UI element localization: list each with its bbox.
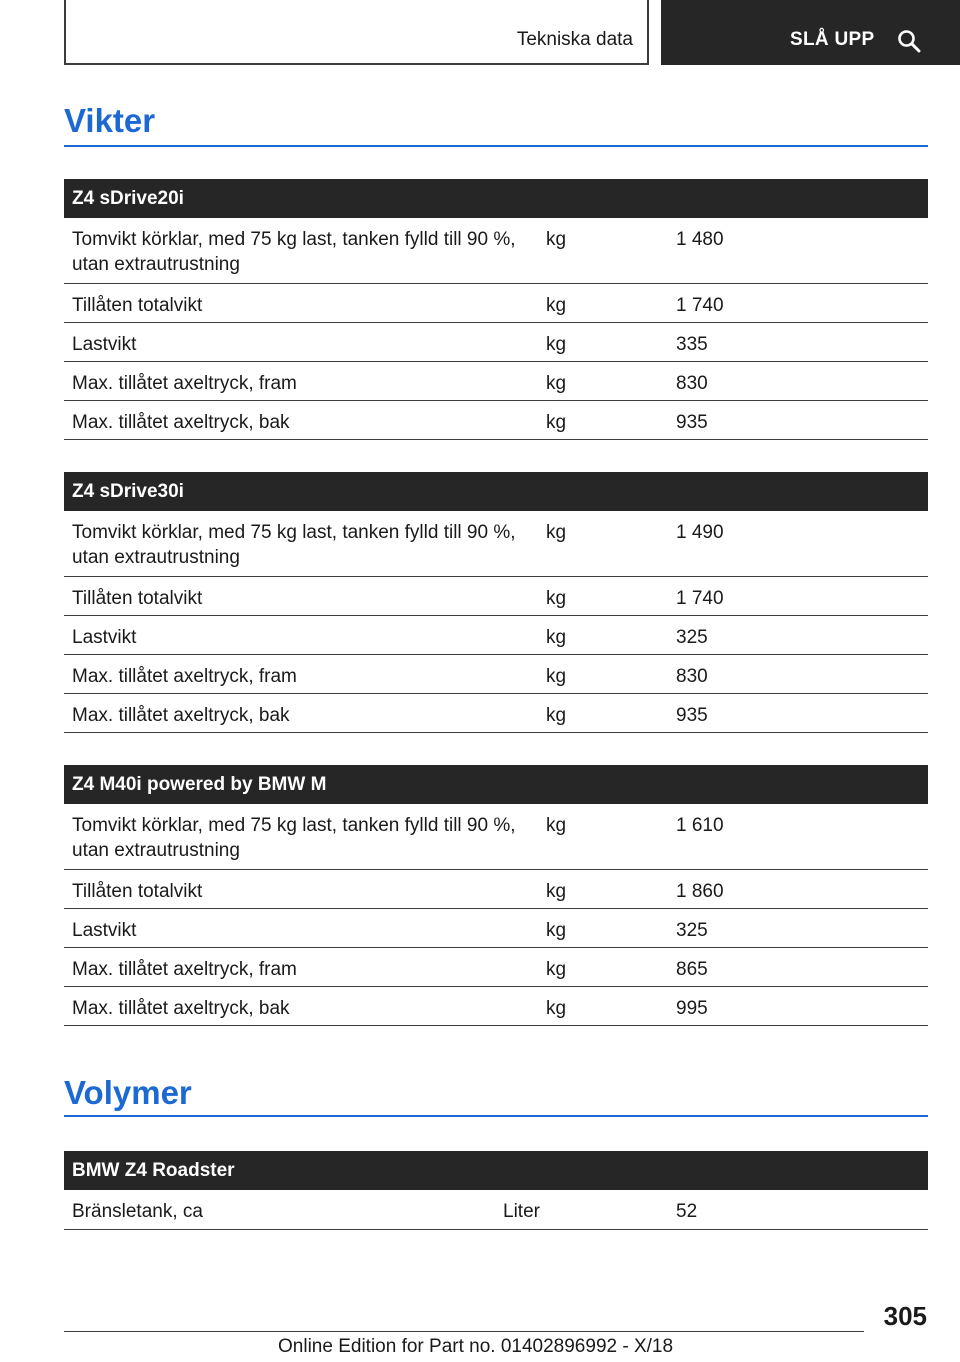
row-value: 325 — [668, 908, 928, 947]
row-unit: kg — [538, 218, 668, 283]
table-row — [64, 908, 928, 947]
table-row — [64, 400, 928, 439]
row-value: 1 740 — [668, 283, 928, 322]
model-header: Z4 M40i powered by BMW M — [64, 765, 928, 804]
row-label: Lastvikt — [64, 615, 538, 654]
table-row — [64, 986, 928, 1025]
volumes-title-rule — [64, 1115, 928, 1117]
row-unit: Liter — [495, 1190, 668, 1229]
table-row — [64, 218, 928, 283]
row-unit: kg — [538, 908, 668, 947]
footer-edition-text: Online Edition for Part no. 01402896992 - X/18 — [278, 1336, 674, 1357]
row-unit: kg — [538, 283, 668, 322]
table-row — [64, 1190, 928, 1229]
table-row — [64, 869, 928, 908]
row-label: Lastvikt — [64, 322, 538, 361]
row-label: Lastvikt — [64, 908, 538, 947]
row-value: 865 — [668, 947, 928, 986]
row-label: Max. tillåtet axeltryck, fram — [64, 654, 538, 693]
table-row — [64, 947, 928, 986]
row-unit: kg — [538, 511, 668, 576]
weights-table-3 — [64, 765, 928, 1026]
table-row — [64, 693, 928, 732]
row-value: 1 610 — [668, 804, 928, 869]
row-label: Tomvikt körklar, med 75 kg last, tanken fylld till 90 %, utan extrautrustning — [64, 511, 538, 576]
model-header: BMW Z4 Roadster — [64, 1151, 928, 1190]
model-header: Z4 sDrive20i — [64, 179, 928, 218]
table-row — [64, 361, 928, 400]
footer-rule — [64, 1331, 864, 1332]
row-label: Max. tillåtet axeltryck, bak — [64, 693, 538, 732]
row-value: 1 860 — [668, 869, 928, 908]
row-unit: kg — [538, 869, 668, 908]
row-value: 935 — [668, 693, 928, 732]
weights-title: Vikter — [64, 102, 156, 139]
row-label: Max. tillåtet axeltryck, bak — [64, 986, 538, 1025]
row-unit: kg — [538, 804, 668, 869]
row-unit: kg — [538, 947, 668, 986]
search-icon — [897, 29, 921, 53]
weights-title-rule — [64, 145, 928, 147]
search-label: SLÅ UPP — [790, 29, 875, 50]
page-number: 305 — [883, 1301, 927, 1331]
row-value: 325 — [668, 615, 928, 654]
row-label: Max. tillåtet axeltryck, fram — [64, 947, 538, 986]
row-label: Tomvikt körklar, med 75 kg last, tanken fylld till 90 %, utan extrautrustning — [64, 804, 538, 869]
row-unit: kg — [538, 693, 668, 732]
row-unit: kg — [538, 322, 668, 361]
table-row — [64, 283, 928, 322]
header-section-title: Tekniska data — [516, 29, 633, 50]
row-value: 1 490 — [668, 511, 928, 576]
row-unit: kg — [538, 576, 668, 615]
row-unit: kg — [538, 654, 668, 693]
row-value: 335 — [668, 322, 928, 361]
volumes-table — [64, 1151, 928, 1230]
search-button[interactable] — [661, 0, 960, 65]
table-row — [64, 511, 928, 576]
row-label: Max. tillåtet axeltryck, bak — [64, 400, 538, 439]
row-unit: kg — [538, 361, 668, 400]
model-header: Z4 sDrive30i — [64, 472, 928, 511]
row-value: 935 — [668, 400, 928, 439]
row-label: Tillåten totalvikt — [64, 869, 538, 908]
table-row — [64, 804, 928, 869]
row-value: 995 — [668, 986, 928, 1025]
row-value: 52 — [668, 1190, 928, 1229]
weights-table-1 — [64, 179, 928, 440]
table-row — [64, 322, 928, 361]
row-label: Max. tillåtet axeltryck, fram — [64, 361, 538, 400]
row-value: 830 — [668, 654, 928, 693]
header-section-box — [64, 0, 649, 65]
row-label: Tomvikt körklar, med 75 kg last, tanken fylld till 90 %, utan extrautrustning — [64, 218, 538, 283]
volumes-title: Volymer — [64, 1074, 192, 1111]
row-value: 1 740 — [668, 576, 928, 615]
row-unit: kg — [538, 615, 668, 654]
row-unit: kg — [538, 986, 668, 1025]
row-label: Tillåten totalvikt — [64, 576, 538, 615]
table-row — [64, 576, 928, 615]
weights-table-2 — [64, 472, 928, 733]
row-label: Bränsletank, ca — [64, 1190, 495, 1229]
row-unit: kg — [538, 400, 668, 439]
row-label: Tillåten totalvikt — [64, 283, 538, 322]
row-value: 1 480 — [668, 218, 928, 283]
row-value: 830 — [668, 361, 928, 400]
table-row — [64, 654, 928, 693]
table-row — [64, 615, 928, 654]
